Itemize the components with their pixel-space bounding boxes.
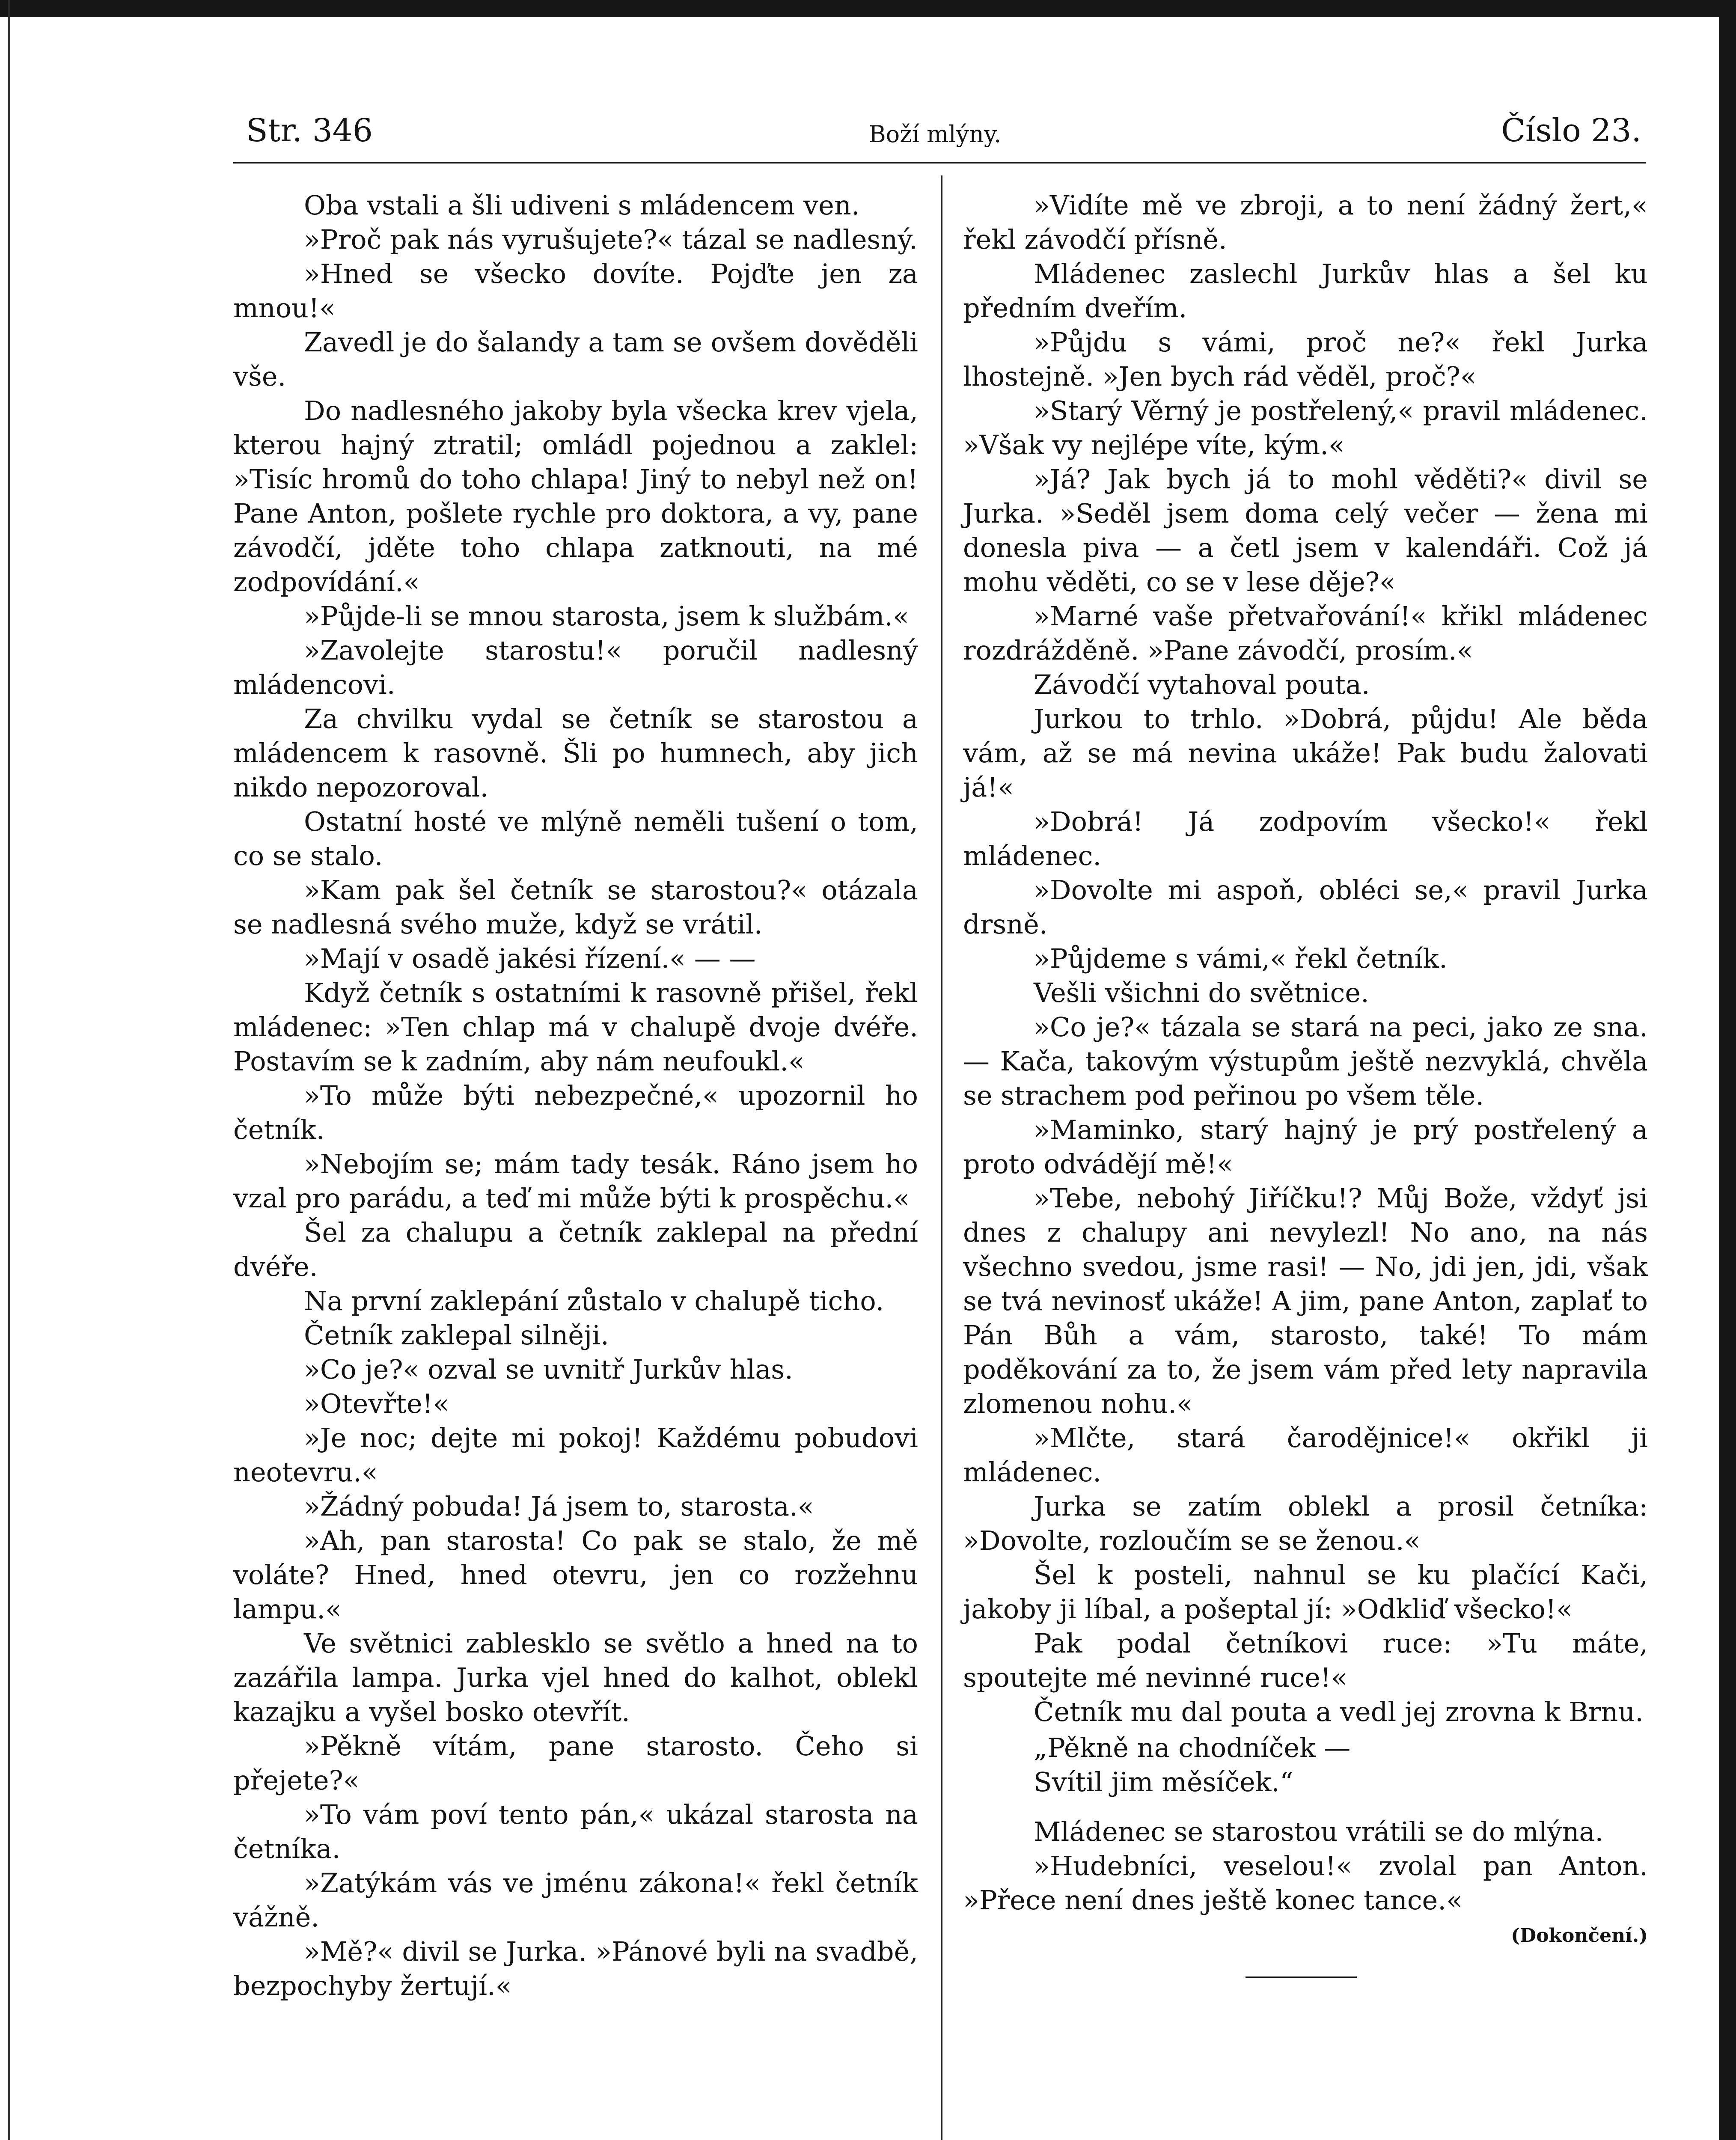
- paragraph: Oba vstali a šli udiveni s mládencem ven.: [304, 190, 860, 221]
- left-column: [233, 188, 918, 2003]
- paragraph: »Je noc; dejte mi pokoj! Každému pobudovi neotevru.«: [233, 1422, 918, 1488]
- paragraph: Ostatní hosté ve mlýně neměli tušení o tom, co se stalo.: [233, 806, 918, 871]
- paragraph: Jurkou to trhlo. »Dobrá, půjdu! Ale běda vám, až se má nevina ukáže! Pak budu žalovati já!«: [963, 703, 1648, 803]
- page-header: [233, 112, 1646, 163]
- issue-number: Číslo 23.: [1501, 112, 1641, 149]
- paragraph: »Ah, pan starosta! Co pak se stalo, že mě voláte? Hned, hned otevru, jen co rozžehnu lampu.«: [233, 1525, 918, 1625]
- paragraph: »To může býti nebezpečné,« upozornil ho četník.: [233, 1080, 918, 1145]
- paragraph: Mládenec zaslechl Jurkův hlas a šel ku předním dveřím.: [963, 258, 1648, 324]
- paragraph: »Já? Jak bych já to mohl věděti?« divil se Jurka. »Seděl jsem doma celý večer — žena mi donesla piva — a četl jsem v kalendáři. Což já mohu věděti, co se v lese děje?«: [963, 464, 1648, 597]
- running-title: Boží mlýny.: [869, 121, 1002, 148]
- paragraph: Za chvilku vydal se četník se starostou a mládencem k rasovně. Šli po humnech, aby jich nikdo nepozoroval.: [233, 703, 918, 803]
- paragraph: »Hned se všecko dovíte. Pojďte jen za mnou!«: [233, 258, 918, 324]
- paragraph: »Žádný pobuda! Já jsem to, starosta.«: [304, 1491, 814, 1522]
- paragraph: Když četník s ostatními k rasovně přišel, řekl mládenec: »Ten chlap má v chalupě dvoje dvéře. Postavím se k zadním, aby nám neufoukl.«: [233, 977, 918, 1077]
- paragraph: »Vidíte mě ve zbroji, a to není žádný žert,« řekl závodčí přísně.: [963, 190, 1648, 255]
- paragraph: »Otevřte!«: [304, 1388, 449, 1419]
- paragraph: Ve světnici zablesklo se světlo a hned na to zazářila lampa. Jurka vjel hned do kalhot, oblekl kazajku a vyšel bosko otevřít.: [233, 1628, 918, 1727]
- paragraph: »Tebe, nebohý Jiříčku!? Můj Bože, vždyť jsi dnes z chalupy ani nevylezl! No ano, na nás všechno svedou, jsme rasi! — No, jdi jen, jdi, však se tvá nevinosť ukáže! A jim, pane Anton, zaplať to Pán Bůh a vám, starosto, také! To mám poděkování za to, že jsem vám před lety napravila zlomenou nohu.«: [963, 1183, 1648, 1419]
- paragraph: Do nadlesného jakoby byla všecka krev vjela, kterou hajný ztratil; omládl pojednou a zaklel: »Tisíc hromů do toho chlapa! Jiný to nebyl než on! Pane Anton, pošlete rychle pro doktora, a vy, pane závodčí, jděte toho chlapa zatknouti, na mé zodpovídání.«: [233, 395, 918, 597]
- paragraph: »Hudebníci, veselou!« zvolal pan Anton. »Přece není dnes ještě konec tance.«: [963, 1850, 1648, 1916]
- paragraph: »Zatýkám vás ve jménu zákona!« řekl četník vážně.: [233, 1867, 918, 1933]
- paragraph: »Mlčte, stará čarodějnice!« okřikl ji mládenec.: [963, 1422, 1648, 1488]
- paragraph: »Pěkně vítám, pane starosto. Čeho si přejete?«: [233, 1730, 918, 1796]
- paragraph: »Co je?« ozval se uvnitř Jurkův hlas.: [304, 1354, 793, 1385]
- verse: [963, 1731, 1648, 1799]
- paragraph: »Mě?« divil se Jurka. »Pánové byli na svadbě, bezpochyby žertují.«: [233, 1936, 918, 2001]
- continuation-note: (Dokončení.): [1511, 1925, 1648, 1947]
- scan-border-right: [1719, 0, 1736, 2140]
- paragraph: Mládenec se starostou vrátili se do mlýna.: [1034, 1816, 1604, 1847]
- paragraph: »Dovolte mi aspoň, obléci se,« pravil Jurka drsně.: [963, 874, 1648, 940]
- paragraph: »Nebojím se; mám tady tesák. Ráno jsem ho vzal pro parádu, a teď mi může býti k prospěchu.«: [233, 1148, 918, 1214]
- paragraph: »Maminko, starý hajný je prý postřelený a proto odvádějí mě!«: [963, 1114, 1648, 1180]
- paragraph: Pak podal četníkovi ruce: »Tu máte, spoutejte mé nevinné ruce!«: [963, 1628, 1648, 1693]
- paragraph: »Půjde-li se mnou starosta, jsem k službám.«: [304, 600, 910, 632]
- header-rule: [233, 162, 1646, 163]
- paragraph: »Dobrá! Já zodpovím všecko!« řekl mládenec.: [963, 806, 1648, 871]
- paragraph: Šel za chalupu a četník zaklepal na přední dvéře.: [233, 1217, 918, 1282]
- verse-line: Svítil jim měsíček.“: [1034, 1766, 1293, 1798]
- page-number: Str. 346: [246, 112, 373, 149]
- paragraph: Jurka se zatím oblekl a prosil četníka: »Dovolte, rozloučím se se ženou.«: [963, 1491, 1648, 1556]
- column-divider: [941, 175, 942, 2140]
- paragraph: Četník mu dal pouta a vedl jej zrovna k Brnu.: [1034, 1696, 1644, 1727]
- paragraph: »Starý Věrný je postřelený,« pravil mládenec. »Však vy nejlépe víte, kým.«: [963, 395, 1648, 461]
- end-rule: [1246, 1977, 1357, 1978]
- paragraph: »Mají v osadě jakési řízení.« — —: [304, 943, 756, 974]
- right-column: [963, 188, 1648, 1978]
- paragraph: »Zavolejte starostu!« poručil nadlesný mládencovi.: [233, 635, 918, 700]
- paragraph: »Marné vaše přetvařování!« křikl mládenec rozdrážděně. »Pane závodčí, prosím.«: [963, 600, 1648, 666]
- paragraph: »Půjdeme s vámi,« řekl četník.: [1034, 943, 1448, 974]
- paragraph: »To vám poví tento pán,« ukázal starosta na četníka.: [233, 1799, 918, 1864]
- paragraph: Šel k posteli, nahnul se ku plačící Kači, jakoby ji líbal, a pošeptal jí: »Odkliď všecko!«: [963, 1559, 1648, 1625]
- scan-border-top: [0, 0, 1736, 17]
- paragraph: Četník zaklepal silněji.: [304, 1320, 609, 1351]
- paragraph: »Půjdu s vámi, proč ne?« řekl Jurka lhostejně. »Jen bych rád věděl, proč?«: [963, 327, 1648, 392]
- paragraph: Vešli všichni do světnice.: [1034, 977, 1369, 1008]
- scan-edge-left: [8, 0, 10, 2140]
- paragraph: »Co je?« tázala se stará na peci, jako ze sna. — Kača, takovým výstupům ještě nezvyklá, chvěla se strachem pod peřinou po všem těle.: [963, 1011, 1648, 1111]
- paragraph: »Kam pak šel četník se starostou?« otázala se nadlesná svého muže, když se vrátil.: [233, 874, 918, 940]
- paragraph: Závodčí vytahoval pouta.: [1034, 669, 1370, 700]
- verse-line: „Pěkně na chodníček —: [1034, 1732, 1351, 1763]
- paragraph: Na první zaklepání zůstalo v chalupě ticho.: [304, 1285, 884, 1317]
- paragraph: »Proč pak nás vyrušujete?« tázal se nadlesný.: [304, 224, 918, 255]
- paragraph: Zavedl je do šalandy a tam se ovšem dověděli vše.: [233, 327, 918, 392]
